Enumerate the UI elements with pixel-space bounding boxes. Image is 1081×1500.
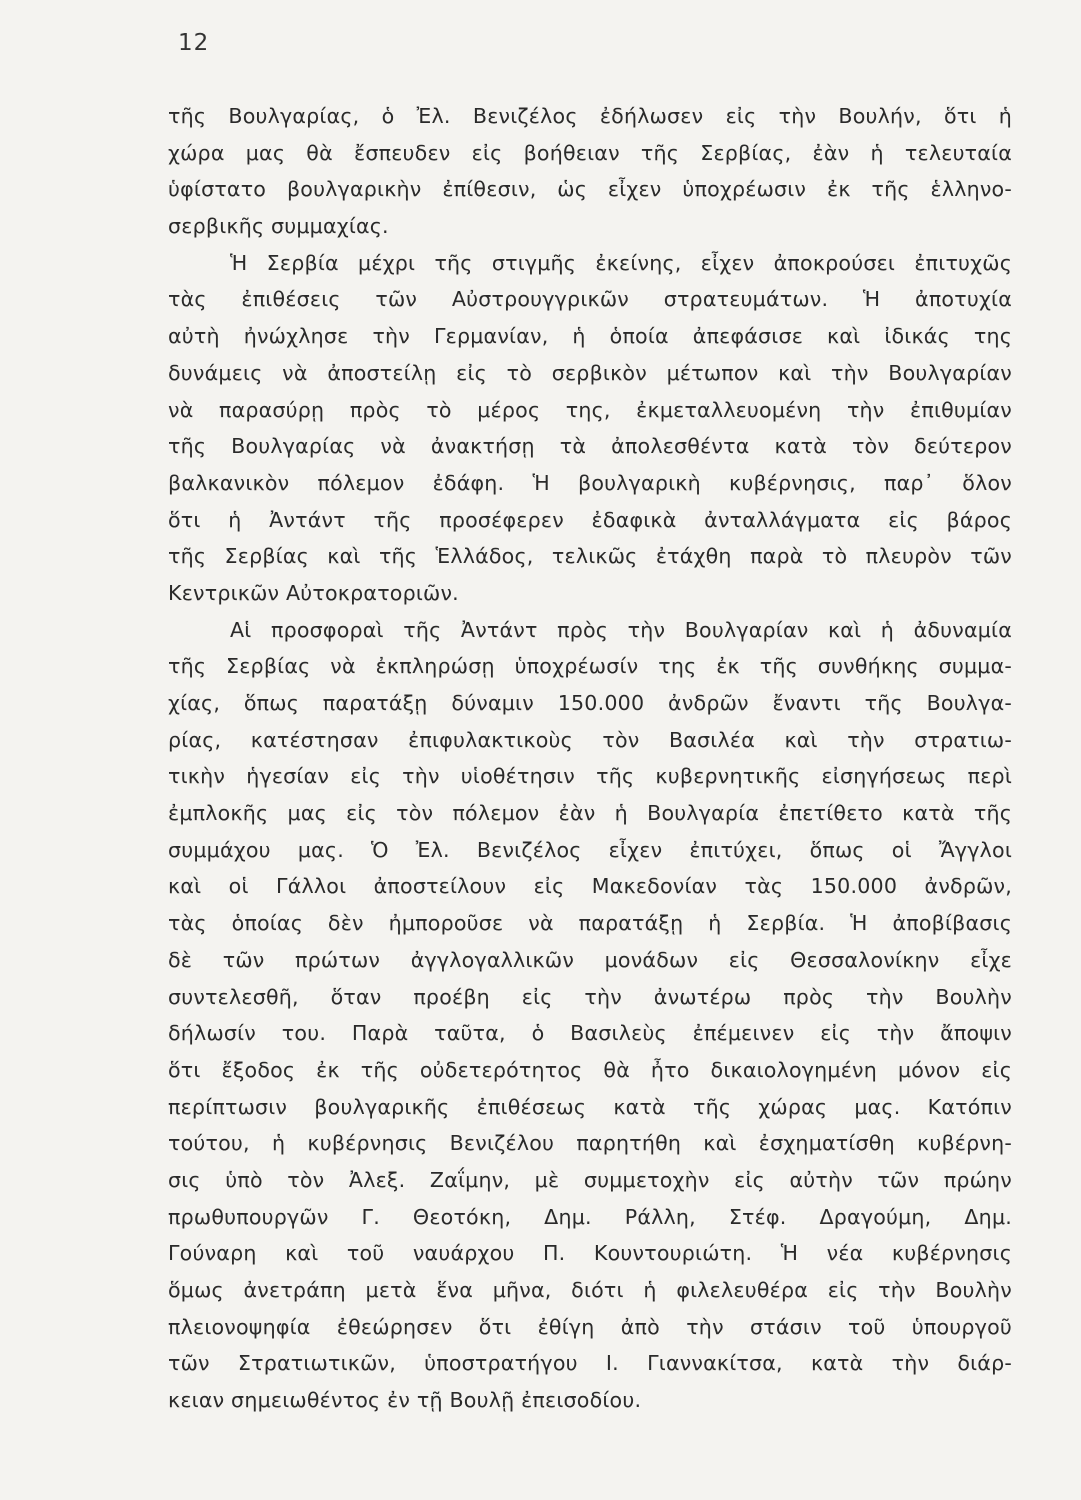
text-line: δήλωσίν του. Παρὰ ταῦτα, ὁ Βασιλεὺς ἐπέμεινεν εἰς τὴν ἄποψιν [168,1021,1012,1046]
text-line: Ἡ Σερβία μέχρι τῆς στιγμῆς ἐκείνης, εἶχεν ἀποκρούσει ἐπιτυχῶς [230,250,1012,275]
text-line: τῶν Στρατιωτικῶν, ὑποστρατήγου Ι. Γιαννακίτσα, κατὰ τὴν διάρ- [168,1351,1012,1376]
text-line: ὅτι ἡ Ἀντάντ τῆς προσέφερεν ἐδαφικὰ ἀνταλλάγματα εἰς βάρος [168,507,1012,532]
text-line: τῆς Βουλγαρίας νὰ ἀνακτήσῃ τὰ ἀπολεσθέντα κατὰ τὸν δεύτερον [168,434,1012,459]
text-line: νὰ παρασύρῃ πρὸς τὸ μέρος της, ἐκμεταλλευομένη τὴν ἐπιθυμίαν [168,397,1012,422]
text-line: Αἱ προσφοραὶ τῆς Ἀντάντ πρὸς τὴν Βουλγαρίαν καὶ ἡ ἀδυναμία [230,617,1012,642]
text-line: Γούναρη καὶ τοῦ ναυάρχου Π. Κουντουριώτη. Ἡ νέα κυβέρνησις [168,1241,1012,1266]
text-line: ὅμως ἀνετράπη μετὰ ἕνα μῆνα, διότι ἡ φιλελευθέρα εἰς τὴν Βουλὴν [168,1278,1012,1302]
text-line: κειαν σημειωθέντος ἐν τῇ Βουλῇ ἐπεισοδίου. [168,1388,642,1413]
text-line: τῆς Σερβίας καὶ τῆς Ἑλλάδος, τελικῶς ἐτάχθη παρὰ τὸ πλευρὸν τῶν [168,544,1012,569]
text-line: περίπτωσιν βουλγαρικῆς ἐπιθέσεως κατὰ τῆς χώρας μας. Κατόπιν [168,1094,1012,1119]
page-number: 12 [178,30,210,56]
text-line: ἐμπλοκῆς μας εἰς τὸν πόλεμον ἐὰν ἡ Βουλγαρία ἐπετίθετο κατὰ τῆς [168,801,1012,826]
text-line: τούτου, ἡ κυβέρνησις Βενιζέλου παρητήθη καὶ ἐσχηματίσθη κυβέρνη- [168,1131,1012,1156]
text-line: βαλκανικὸν πόλεμον ἐδάφη. Ἡ βουλγαρικὴ κυβέρνησις, παρ᾽ ὅλον [168,470,1012,495]
text-line: συντελεσθῆ, ὅταν προέβη εἰς τὴν ἀνωτέρω πρὸς τὴν Βουλὴν [168,984,1012,1009]
text-line: σις ὑπὸ τὸν Ἀλεξ. Ζαΐμην, μὲ συμμετοχὴν εἰς αὐτὴν τῶν πρώην [168,1167,1012,1192]
text-line: ρίας, κατέστησαν ἐπιφυλακτικοὺς τὸν Βασιλέα καὶ τὴν στρατιω- [168,727,1012,752]
text-line: Κεντρικῶν Αὐτοκρατοριῶν. [168,580,459,605]
text-line: αὐτὴ ἠνώχλησε τὴν Γερμανίαν, ἡ ὁποία ἀπεφάσισε καὶ ἰδικάς της [168,324,1012,349]
text-line: πρωθυπουργῶν Γ. Θεοτόκη, Δημ. Ράλλη, Στέφ. Δραγούμη, Δημ. [168,1204,1012,1229]
text-line: δὲ τῶν πρώτων ἀγγλογαλλικῶν μονάδων εἰς Θεσσαλονίκην εἶχε [168,947,1012,972]
text-line: τῆς Βουλγαρίας, ὁ Ἐλ. Βενιζέλος ἐδήλωσεν εἰς τὴν Βουλήν, ὅτι ἡ [168,104,1012,128]
text-line: σερβικῆς συμμαχίας. [168,214,389,239]
text-line: τὰς ἐπιθέσεις τῶν Αὐστρουγγρικῶν στρατευμάτων. Ἡ ἀποτυχία [168,287,1012,312]
text-line: δυνάμεις νὰ ἀποστείλῃ εἰς τὸ σερβικὸν μέτωπον καὶ τὴν Βουλγαρίαν [168,360,1012,385]
text-line: χίας, ὅπως παρατάξῃ δύναμιν 150.000 ἀνδρῶν ἔναντι τῆς Βουλγα- [168,691,1012,715]
body-text [168,98,1012,1419]
text-line: πλειονοψηφία ἐθεώρησεν ὅτι ἐθίγη ἀπὸ τὴν στάσιν τοῦ ὑπουργοῦ [168,1314,1012,1339]
text-line: συμμάχου μας. Ὁ Ἐλ. Βενιζέλος εἶχεν ἐπιτύχει, ὅπως οἱ Ἄγγλοι [168,837,1012,862]
text-line: χώρα μας θὰ ἔσπευδεν εἰς βοήθειαν τῆς Σερβίας, ἐὰν ἡ τελευταία [168,140,1012,165]
text-line: τὰς ὁποίας δὲν ἠμποροῦσε νὰ παρατάξῃ ἡ Σερβία. Ἡ ἀποβίβασις [168,911,1012,936]
text-line: τῆς Σερβίας νὰ ἐκπληρώσῃ ὑποχρέωσίν της ἐκ τῆς συνθήκης συμμα- [168,654,1012,679]
text-line: τικὴν ἡγεσίαν εἰς τὴν υἱοθέτησιν τῆς κυβερνητικῆς εἰσηγήσεως περὶ [168,764,1012,789]
text-line: ὑφίστατο βουλγαρικὴν ἐπίθεσιν, ὡς εἶχεν ὑποχρέωσιν ἐκ τῆς ἑλληνο- [168,177,1012,202]
text-line: ὅτι ἔξοδος ἐκ τῆς οὐδετερότητος θὰ ἦτο δικαιολογημένη μόνον εἰς [168,1057,1012,1082]
text-line: καὶ οἱ Γάλλοι ἀποστείλουν εἰς Μακεδονίαν τὰς 150.000 ἀνδρῶν, [168,874,1012,899]
